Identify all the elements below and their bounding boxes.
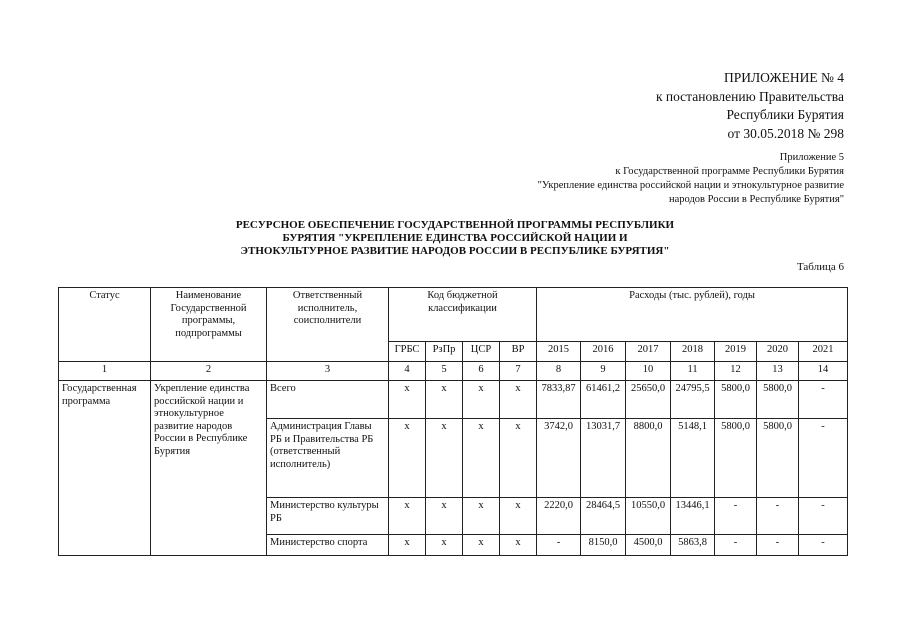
header-row — [59, 288, 848, 342]
code-cell: х — [426, 498, 463, 535]
value-cell: 2220,0 — [537, 498, 581, 535]
table-row — [59, 381, 848, 419]
subheader-cell: РзПр — [426, 342, 463, 362]
column-number: 4 — [389, 362, 426, 381]
header-budget-code: Код бюджетной классификации — [389, 288, 537, 342]
value-cell: - — [757, 535, 799, 556]
program-appendix-line-3: "Укрепление единства российской нации и этнокультурное развитие — [537, 180, 844, 191]
column-number: 9 — [581, 362, 626, 381]
column-number: 8 — [537, 362, 581, 381]
program-appendix-header — [538, 151, 844, 207]
code-cell: х — [426, 535, 463, 556]
executor-cell: Администрация Главы РБ и Правительства РБ (ответственный исполнитель) — [267, 419, 389, 498]
value-cell: 61461,2 — [581, 381, 626, 419]
executor-cell: Министерство спорта — [267, 535, 389, 556]
appendix-line-4: от 30.05.2018 № 298 — [727, 125, 844, 141]
value-cell: 25650,0 — [626, 381, 671, 419]
subheader-cell: 2020 — [757, 342, 799, 362]
program-appendix-line-2: к Государственной программе Республики Бурятия — [615, 166, 844, 177]
header-executor: Ответственный исполнитель, соисполнители — [267, 288, 389, 362]
value-cell: 5863,8 — [671, 535, 715, 556]
value-cell: 3742,0 — [537, 419, 581, 498]
value-cell: 5148,1 — [671, 419, 715, 498]
program-name-cell: Укрепление единства российской нации и этнокультурное развитие народов России в Республике Бурятия — [151, 381, 267, 556]
status-cell: Государственная программа — [59, 381, 151, 556]
code-cell: х — [500, 381, 537, 419]
code-cell: х — [426, 381, 463, 419]
value-cell: 28464,5 — [581, 498, 626, 535]
column-number: 7 — [500, 362, 537, 381]
subheader-cell: ЦСР — [463, 342, 500, 362]
column-number: 2 — [151, 362, 267, 381]
column-number: 11 — [671, 362, 715, 381]
column-number: 6 — [463, 362, 500, 381]
value-cell: 5800,0 — [715, 419, 757, 498]
column-number: 1 — [59, 362, 151, 381]
subheader-cell: ВР — [500, 342, 537, 362]
resource-table — [58, 287, 848, 556]
title-line-3: ЭТНОКУЛЬТУРНОЕ РАЗВИТИЕ НАРОДОВ РОССИИ В РЕСПУБЛИКЕ БУРЯТИЯ" — [240, 245, 670, 257]
value-cell: - — [799, 535, 848, 556]
subheader-cell: 2017 — [626, 342, 671, 362]
header-expenses: Расходы (тыс. рублей), годы — [537, 288, 848, 342]
appendix-header — [656, 69, 844, 143]
title-line-2: БУРЯТИЯ "УКРЕПЛЕНИЕ ЕДИНСТВА РОССИЙСКОЙ НАЦИИ И — [282, 232, 628, 244]
header-program-name: Наименование Государственной программы, подпрограммы — [151, 288, 267, 362]
header-status: Статус — [59, 288, 151, 362]
column-number: 14 — [799, 362, 848, 381]
subheader-cell: 2016 — [581, 342, 626, 362]
appendix-line-2: к постановлению Правительства — [655, 88, 844, 104]
appendix-line-3: Республики Бурятия — [726, 107, 844, 122]
subheader-cell: 2021 — [799, 342, 848, 362]
appendix-line-1: ПРИЛОЖЕНИЕ № 4 — [723, 70, 844, 85]
code-cell: х — [426, 419, 463, 498]
document-title — [150, 219, 760, 258]
code-cell: х — [389, 498, 426, 535]
code-cell: х — [389, 535, 426, 556]
value-cell: 8150,0 — [581, 535, 626, 556]
value-cell: 13446,1 — [671, 498, 715, 535]
value-cell: - — [799, 419, 848, 498]
value-cell: - — [757, 498, 799, 535]
subheader-cell: 2015 — [537, 342, 581, 362]
value-cell: - — [799, 381, 848, 419]
code-cell: х — [500, 419, 537, 498]
code-cell: х — [389, 381, 426, 419]
subheader-cell: ГРБС — [389, 342, 426, 362]
column-number: 12 — [715, 362, 757, 381]
value-cell: 13031,7 — [581, 419, 626, 498]
subheader-cell: 2018 — [671, 342, 715, 362]
code-cell: х — [463, 419, 500, 498]
value-cell: 5800,0 — [757, 419, 799, 498]
column-number-row — [59, 362, 848, 381]
value-cell: 5800,0 — [757, 381, 799, 419]
value-cell: - — [715, 498, 757, 535]
column-number: 5 — [426, 362, 463, 381]
table-number: Таблица 6 — [796, 261, 844, 273]
code-cell: х — [500, 498, 537, 535]
column-number: 13 — [757, 362, 799, 381]
value-cell: - — [715, 535, 757, 556]
column-number: 10 — [626, 362, 671, 381]
code-cell: х — [463, 498, 500, 535]
code-cell: х — [389, 419, 426, 498]
value-cell: 4500,0 — [626, 535, 671, 556]
value-cell: 5800,0 — [715, 381, 757, 419]
value-cell: 7833,87 — [537, 381, 581, 419]
value-cell: 8800,0 — [626, 419, 671, 498]
code-cell: х — [500, 535, 537, 556]
value-cell: 10550,0 — [626, 498, 671, 535]
value-cell: - — [799, 498, 848, 535]
value-cell: - — [537, 535, 581, 556]
code-cell: х — [463, 381, 500, 419]
program-appendix-line-4: народов России в Республике Бурятия" — [668, 194, 844, 205]
subheader-cell: 2019 — [715, 342, 757, 362]
program-appendix-line-1: Приложение 5 — [779, 152, 844, 163]
value-cell: 24795,5 — [671, 381, 715, 419]
code-cell: х — [463, 535, 500, 556]
executor-cell: Всего — [267, 381, 389, 419]
title-line-1: РЕСУРСНОЕ ОБЕСПЕЧЕНИЕ ГОСУДАРСТВЕННОЙ ПРОГРАММЫ РЕСПУБЛИКИ — [235, 219, 675, 231]
column-number: 3 — [267, 362, 389, 381]
executor-cell: Министерство культуры РБ — [267, 498, 389, 535]
